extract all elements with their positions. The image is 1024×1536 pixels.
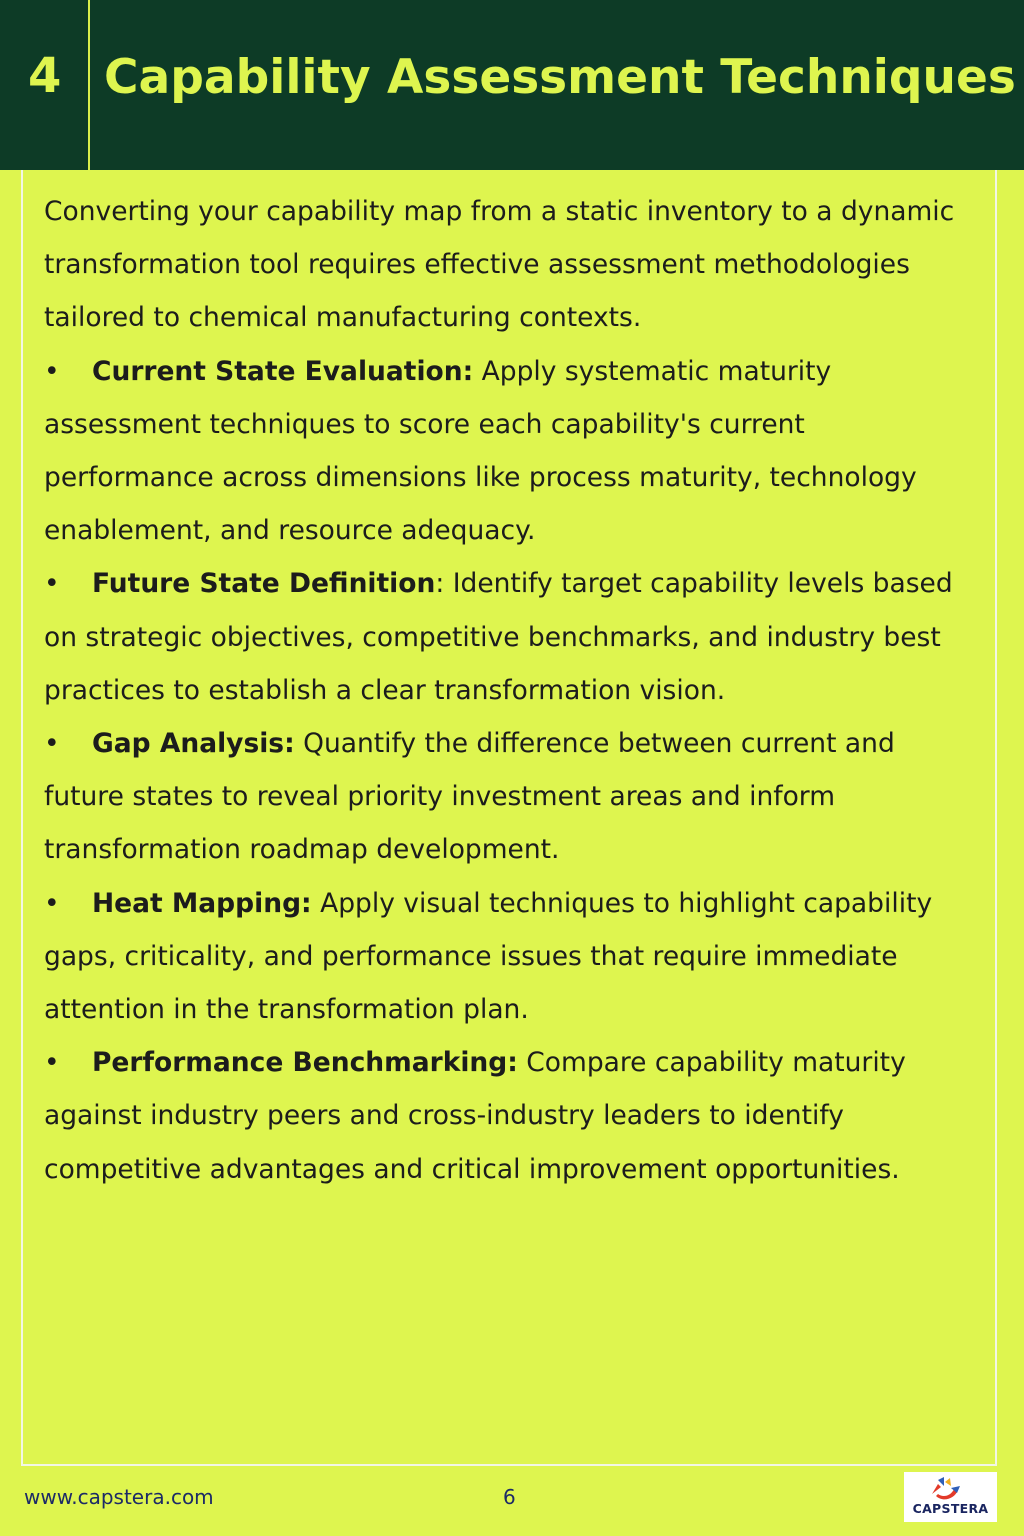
- bullet-item: [44, 1036, 979, 1196]
- bullet-marker: •: [44, 1047, 60, 1079]
- capstera-logo-icon: [904, 1474, 997, 1502]
- page-header: [0, 0, 1024, 170]
- bullet-marker: •: [44, 568, 60, 600]
- bullet-text: Apply visual techniques to highlight capability gaps, criticality, and performance issues that require immediate attention in the transformation plan.: [44, 887, 933, 1026]
- page-title: Capability Assessment Techniques: [104, 50, 1016, 105]
- bullet-item: [44, 877, 979, 1037]
- bullet-term: Gap Analysis:: [92, 728, 295, 760]
- bullet-item: [44, 557, 979, 717]
- capstera-logo: [904, 1472, 997, 1522]
- bullet-item: [44, 345, 979, 558]
- bullet-marker: •: [44, 355, 60, 387]
- page-number: 6: [503, 1485, 516, 1509]
- footer-website-link[interactable]: www.capstera.com: [24, 1485, 214, 1509]
- bullet-term: Future State Definition: [92, 568, 436, 600]
- bullet-marker: •: [44, 887, 60, 919]
- bullet-term: Current State Evaluation:: [92, 355, 474, 387]
- section-number: 4: [28, 48, 62, 104]
- bullet-item: [44, 717, 979, 877]
- intro-paragraph: Converting your capability map from a static inventory to a dynamic transformation tool requires effective assessment methodologies tailored to chemical manufacturing contexts.: [44, 196, 955, 334]
- bullet-marker: •: [44, 728, 60, 760]
- bullet-text: : Identify target capability levels based on strategic objectives, competitive benchmarks, and industry best practices to establish a clear transformation vision.: [44, 568, 953, 706]
- logo-wordmark: CAPSTERA: [912, 1501, 989, 1516]
- bullet-text: Compare capability maturity against industry peers and cross-industry leaders to identify competitive advantages and critical improvement opportunities.: [44, 1047, 906, 1185]
- bullet-text: Quantify the difference between current and future states to reveal priority investment areas and inform transformation roadmap development.: [44, 728, 895, 866]
- bullet-text: Apply systematic maturity assessment techniques to score each capability's current performance across dimensions like process maturity, technology enablement, and resource adequacy.: [44, 355, 917, 547]
- bullet-term: Heat Mapping:: [92, 887, 312, 919]
- content-body: [44, 185, 979, 1196]
- bullet-term: Performance Benchmarking:: [92, 1047, 518, 1079]
- header-divider: [88, 0, 90, 170]
